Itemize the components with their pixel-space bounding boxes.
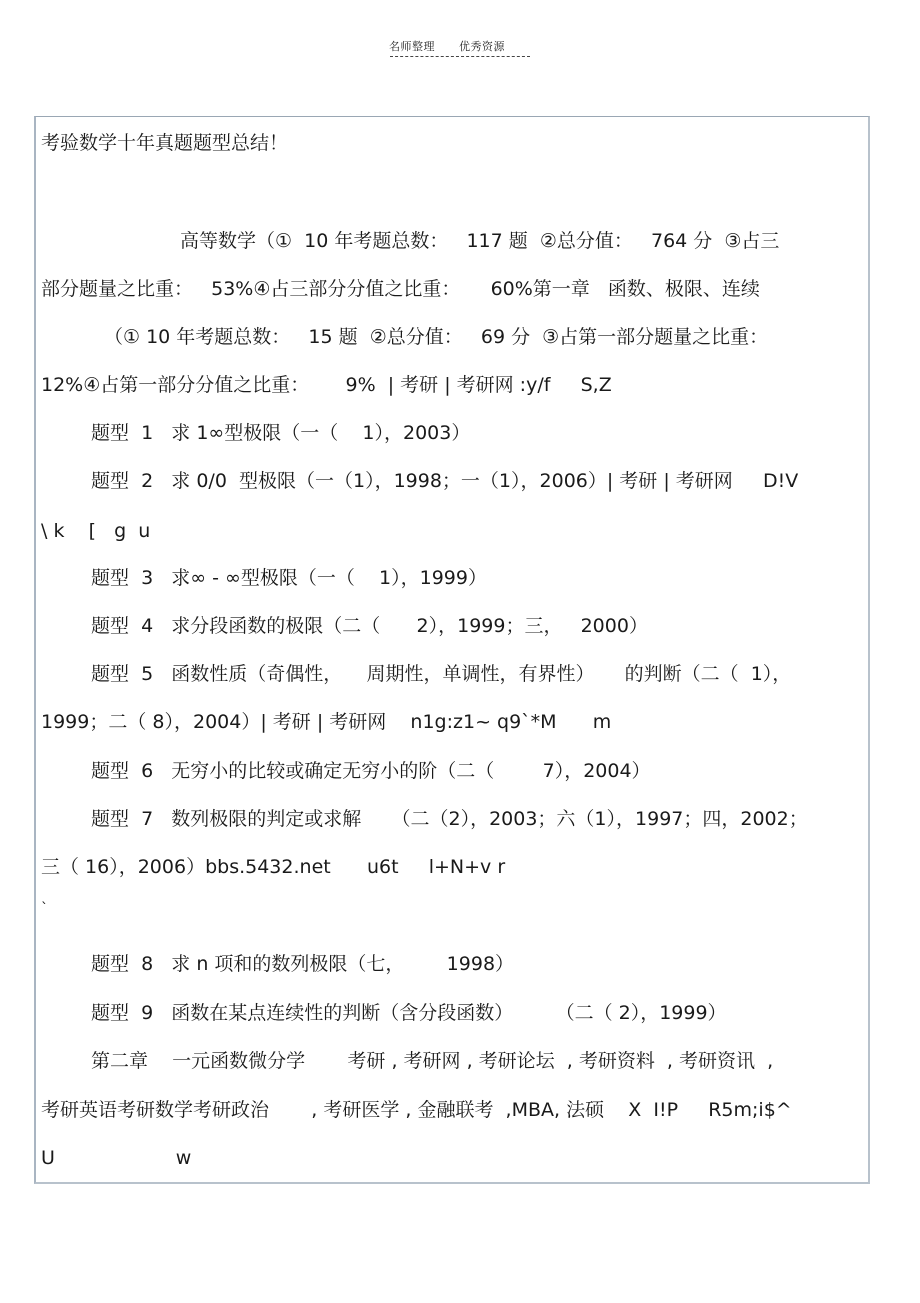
page-header [0,38,920,60]
text-line: \ k [ g u [41,520,151,542]
question-type-line: 题型 1 求 1∞型极限（一（ 1），2003） [91,422,471,444]
question-type-line: 题型 9 函数在某点连续性的判断（含分段函数） （二（ 2），1999） [91,1002,727,1024]
text-line: ` [41,901,48,917]
question-type-line: 题型 3 求∞ - ∞型极限（一（ 1），1999） [91,567,487,589]
text-line: 12%④占第一部分分值之比重： 9% | 考研 | 考研网 :y/f S,Z [41,374,612,396]
question-type-line: 题型 4 求分段函数的极限（二（ 2），1999；三， 2000） [91,615,648,637]
header-text: 名师整理 优秀资源 [389,40,505,53]
question-type-line: 题型 5 函数性质（奇偶性， 周期性，单调性，有界性） 的判断（二（ 1）， [91,663,792,685]
text-line: 三（ 16），2006）bbs.5432.net u6t l+N+v r [41,856,506,878]
document-title: 考验数学十年真题题型总结！ [41,132,289,154]
text-line: 高等数学（① 10 年考题总数： 117 题 ②总分值： 764 分 ③占三 [180,230,780,252]
question-type-line: 题型 8 求 n 项和的数列极限（七， 1998） [91,953,515,975]
text-line: U w [41,1147,192,1169]
question-type-line: 题型 7 数列极限的判定或求解 （二（2），2003；六（1），1997；四，2002； [91,808,808,830]
question-type-line: 题型 6 无穷小的比较或确定无穷小的阶（二（ 7），2004） [91,760,651,782]
text-line: 部分题量之比重： 53%④占三部分分值之比重： 60%第一章 函数、极限、连续 [41,278,760,300]
chapter-heading-line: 第二章 一元函数微分学 考研 , 考研网 , 考研论坛 , 考研资料 , 考研资讯 , [91,1050,774,1072]
question-type-line: 题型 2 求 0/0 型极限（一（1），1998；一（1），2006）| 考研 | 考研网 D!V [91,470,799,492]
text-line: 考研英语考研数学考研政治 , 考研医学 , 金融联考 ,MBA, 法硕 X I!P R5m;i$^ [41,1099,792,1121]
header-divider [390,56,530,57]
text-line: 1999；二（ 8），2004）| 考研 | 考研网 n1g:z1~ q9`*M m [41,711,612,733]
text-line: （① 10 年考题总数： 15 题 ②总分值： 69 分 ③占第一部分题量之比重： [104,326,769,348]
